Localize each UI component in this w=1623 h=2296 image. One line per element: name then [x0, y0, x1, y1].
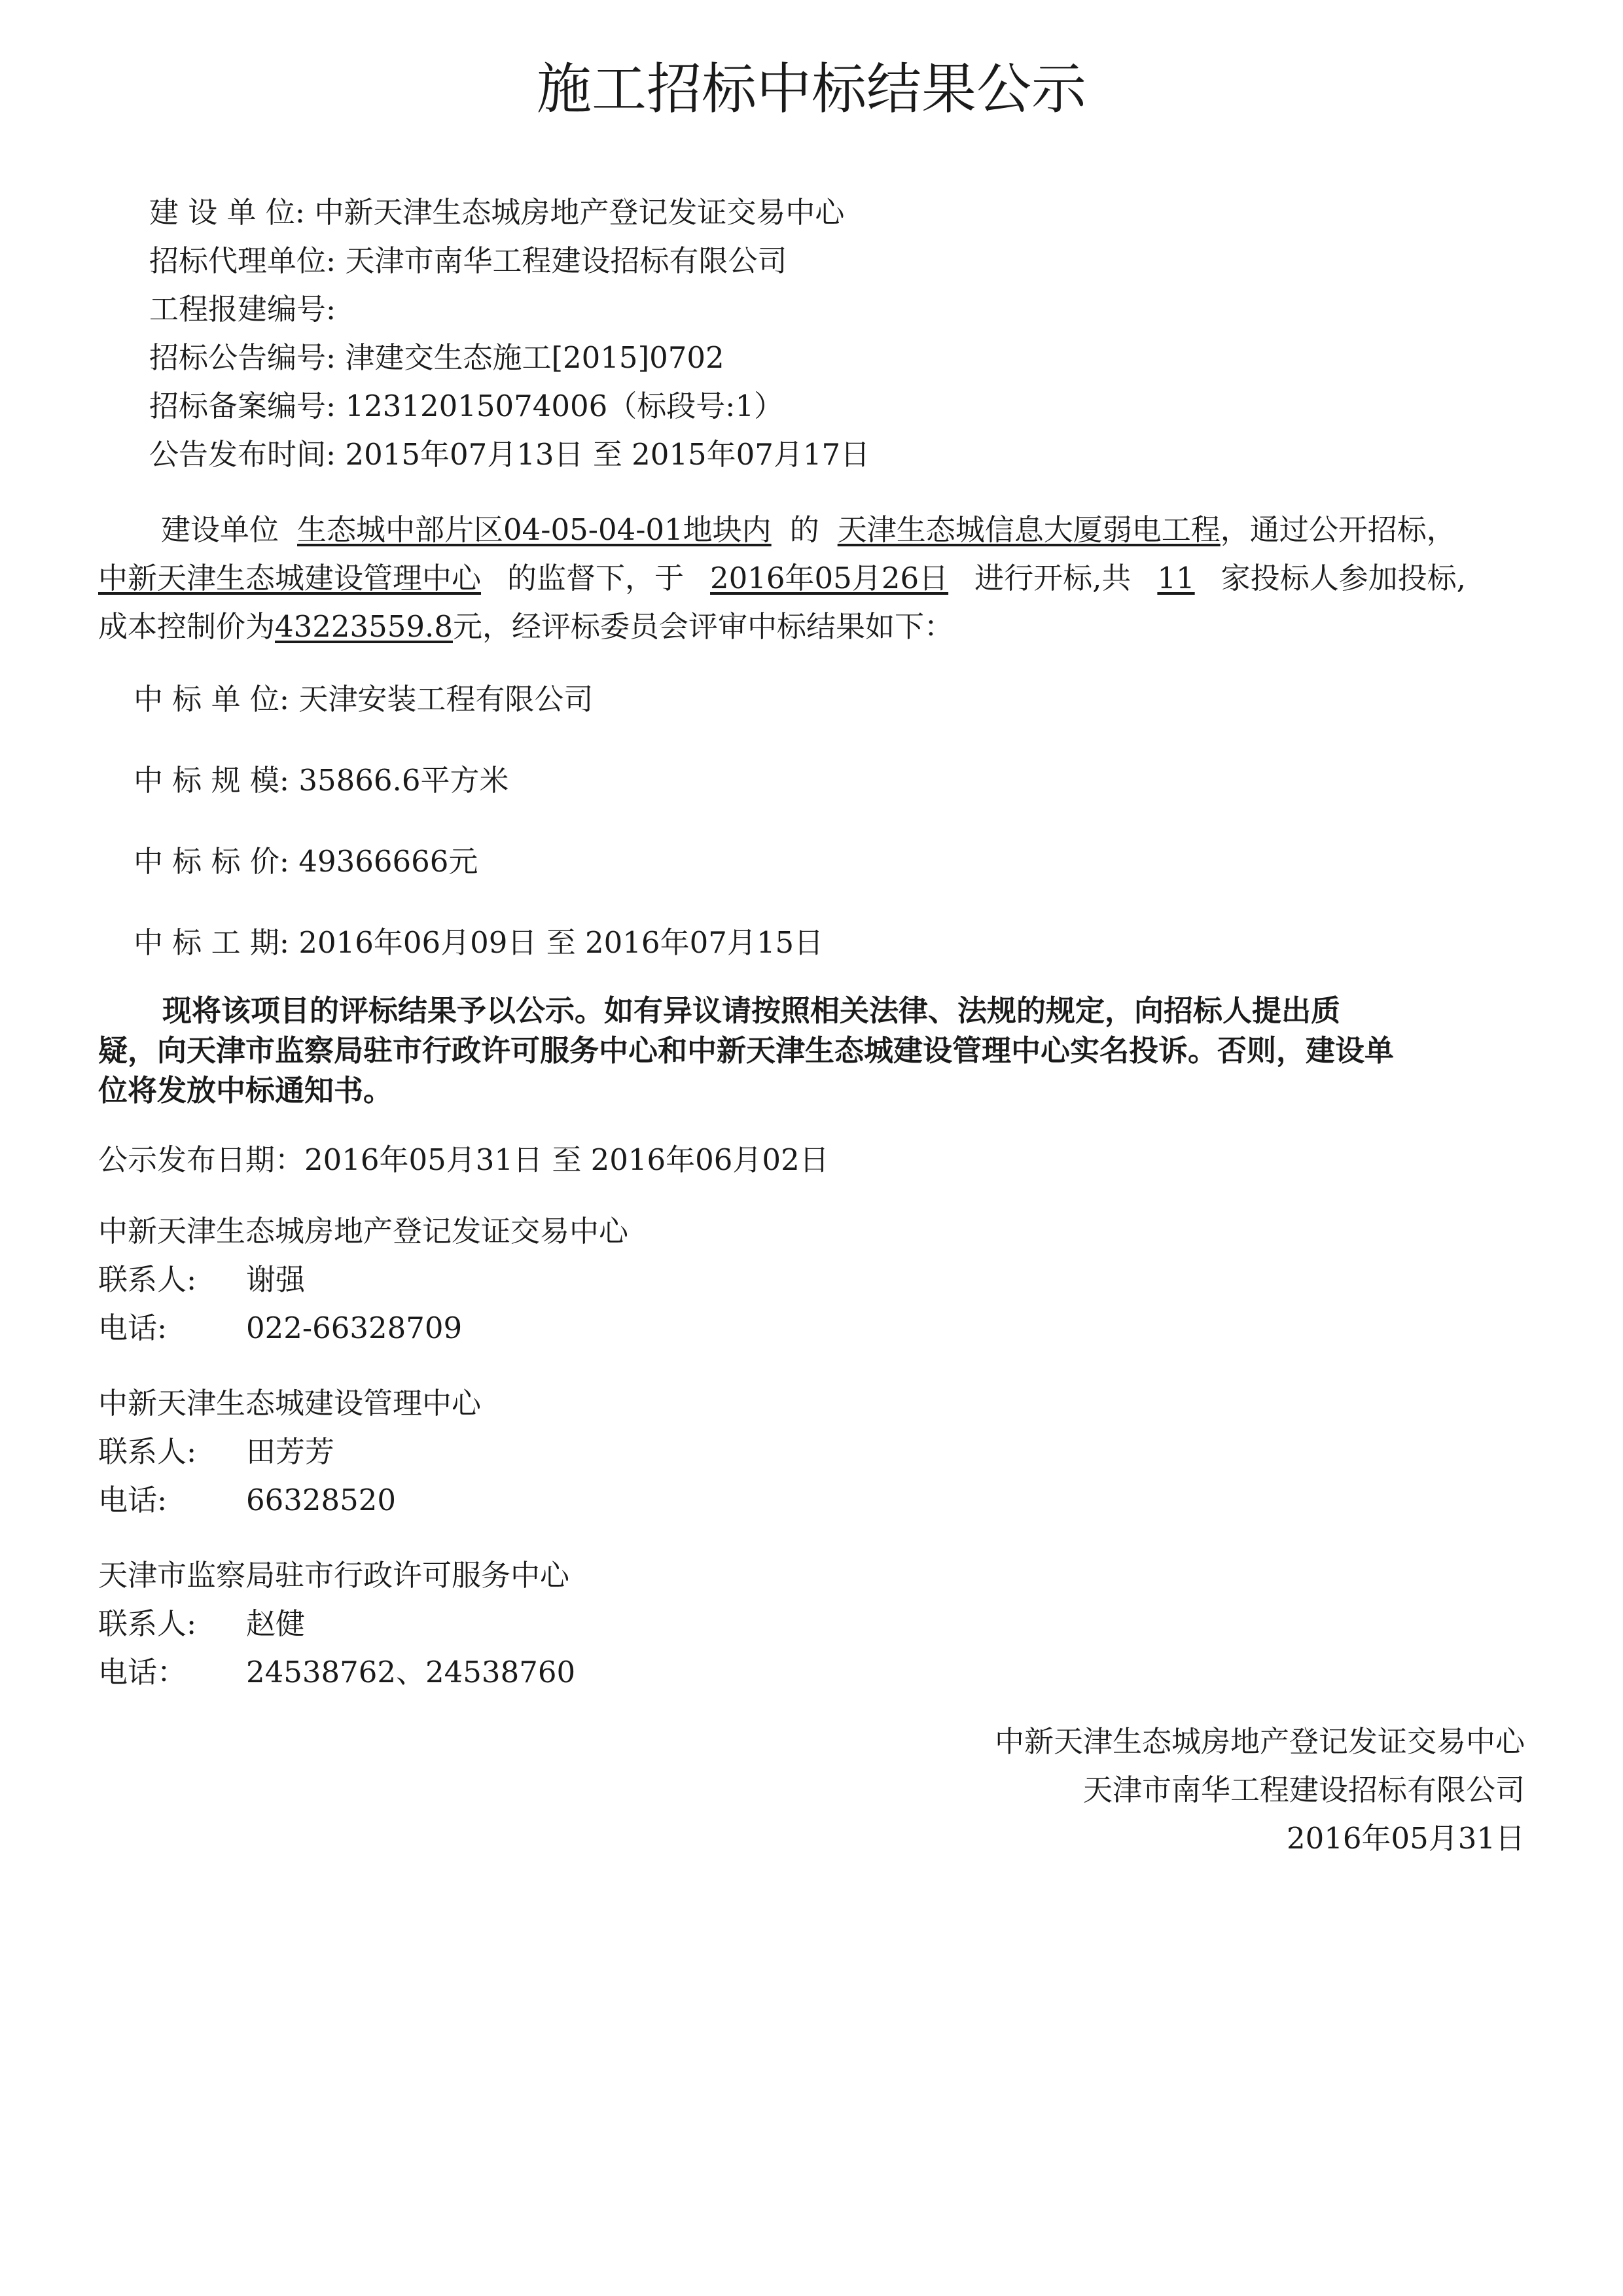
- intro-location: 生态城中部片区04-05-04-01地块内: [297, 512, 772, 547]
- statement-line-3: 位将发放中标通知书。: [98, 1073, 393, 1108]
- contact-3-phone-label: 电话：: [98, 1655, 187, 1689]
- scale-row: [134, 763, 508, 798]
- intro-result-text: 元，经评标委员会评审中标结果如下：: [453, 609, 954, 644]
- period-row: [134, 925, 823, 961]
- signature-org-2: 天津市南华工程建设招标有限公司: [1082, 1773, 1525, 1807]
- agent-row: [149, 243, 787, 279]
- agent-value: 天津市南华工程建设招标有限公司: [345, 243, 787, 278]
- contact-2-phone: 66328520: [246, 1483, 397, 1517]
- contact-1-org: 中新天津生态城房地产登记发证交易中心: [98, 1214, 629, 1248]
- contact-3-org: 天津市监察局驻市行政许可服务中心: [98, 1558, 570, 1593]
- intro-open-tender: ，通过公开招标，: [1220, 512, 1456, 547]
- price-value: 49366666元: [298, 844, 478, 879]
- contact-1-person: 谢强: [246, 1262, 306, 1297]
- intro-supervisor: 中新天津生态城建设管理中心: [98, 561, 482, 595]
- project-no-row: [149, 292, 336, 327]
- period-label: 中 标 工 期:: [134, 925, 290, 960]
- contact-3-person: 赵健: [246, 1606, 306, 1641]
- contact-2-org: 中新天津生态城建设管理中心: [98, 1386, 482, 1421]
- intro-line-1: [161, 512, 1623, 548]
- project-no-label: 工程报建编号:: [149, 292, 336, 327]
- filing-no-row: [149, 389, 783, 424]
- intro-cost-text: 成本控制价为: [98, 609, 276, 644]
- publish-time-label: 公告发布时间:: [149, 437, 336, 472]
- intro-open-date: 2016年05月26日: [710, 561, 949, 595]
- notice-no-value: 津建交生态施工[2015]0702: [345, 340, 724, 375]
- contact-3-person-label: 联系人:: [98, 1606, 197, 1641]
- contact-3-person-row: [98, 1606, 306, 1642]
- filing-no-label: 招标备案编号:: [149, 389, 336, 423]
- intro-supervision-text: 的监督下，于: [507, 561, 685, 595]
- contact-1-person-row: [98, 1262, 306, 1298]
- intro-owner-text: 建设单位: [161, 512, 279, 547]
- publish-time-row: [149, 437, 870, 472]
- intro-line-3: [98, 609, 954, 645]
- statement-line-1: 现将该项目的评标结果予以公示。如有异议请按照相关法律、法规的规定，向招标人提出质: [162, 993, 1341, 1028]
- contact-2-person-label: 联系人:: [98, 1434, 197, 1469]
- publish-time-value: 2015年07月13日 至 2015年07月17日: [345, 437, 870, 472]
- scale-label: 中 标 规 模:: [134, 763, 290, 798]
- intro-line-2: [98, 561, 1623, 596]
- owner-row: [149, 195, 844, 230]
- contact-1-phone: 022-66328709: [246, 1311, 463, 1345]
- contact-1-phone-row: [98, 1311, 463, 1346]
- contact-1-phone-label: 电话:: [98, 1311, 168, 1345]
- publicity-date: 公示发布日期：2016年05月31日 至 2016年06月02日: [98, 1142, 829, 1177]
- contact-2-phone-label: 电话:: [98, 1483, 168, 1517]
- price-label: 中 标 标 价:: [134, 844, 290, 879]
- period-value: 2016年06月09日 至 2016年07月15日: [298, 925, 824, 960]
- winner-value: 天津安装工程有限公司: [298, 682, 594, 716]
- intro-of: 的: [789, 512, 819, 547]
- winner-label: 中 标 单 位:: [134, 682, 290, 716]
- filing-no-value: 12312015074006（标段号:1）: [345, 389, 784, 423]
- contact-3-phone: 24538762、24538760: [246, 1655, 576, 1689]
- notice-no-row: [149, 340, 724, 376]
- contact-1-person-label: 联系人:: [98, 1262, 197, 1297]
- owner-label: 建 设 单 位:: [149, 195, 306, 230]
- intro-bidder-count: 11: [1157, 561, 1195, 595]
- statement-line-2: 疑，向天津市监察局驻市行政许可服务中心和中新天津生态城建设管理中心实名投诉。否则，建设单: [98, 1033, 1395, 1068]
- intro-project-name: 天津生态城信息大厦弱电工程: [837, 512, 1221, 547]
- signature-org-1: 中新天津生态城房地产登记发证交易中心: [994, 1724, 1525, 1759]
- winner-row: [134, 682, 593, 717]
- contact-3-phone-row: [98, 1655, 576, 1690]
- price-row: [134, 844, 478, 879]
- intro-cost-price: 43223559.8: [275, 609, 453, 644]
- agent-label: 招标代理单位:: [149, 243, 336, 278]
- owner-value: 中新天津生态城房地产登记发证交易中心: [314, 195, 845, 230]
- intro-open-text: 进行开标,共: [974, 561, 1132, 595]
- contact-2-phone-row: [98, 1483, 397, 1518]
- scale-value: 35866.6平方米: [298, 763, 509, 798]
- notice-no-label: 招标公告编号:: [149, 340, 336, 375]
- contact-2-person-row: [98, 1434, 335, 1470]
- intro-bidders-text: 家投标人参加投标,: [1221, 561, 1466, 595]
- page-title: 施工招标中标结果公示: [536, 57, 1086, 121]
- contact-2-person: 田芳芳: [246, 1434, 335, 1469]
- signature-date: 2016年05月31日: [1286, 1821, 1525, 1856]
